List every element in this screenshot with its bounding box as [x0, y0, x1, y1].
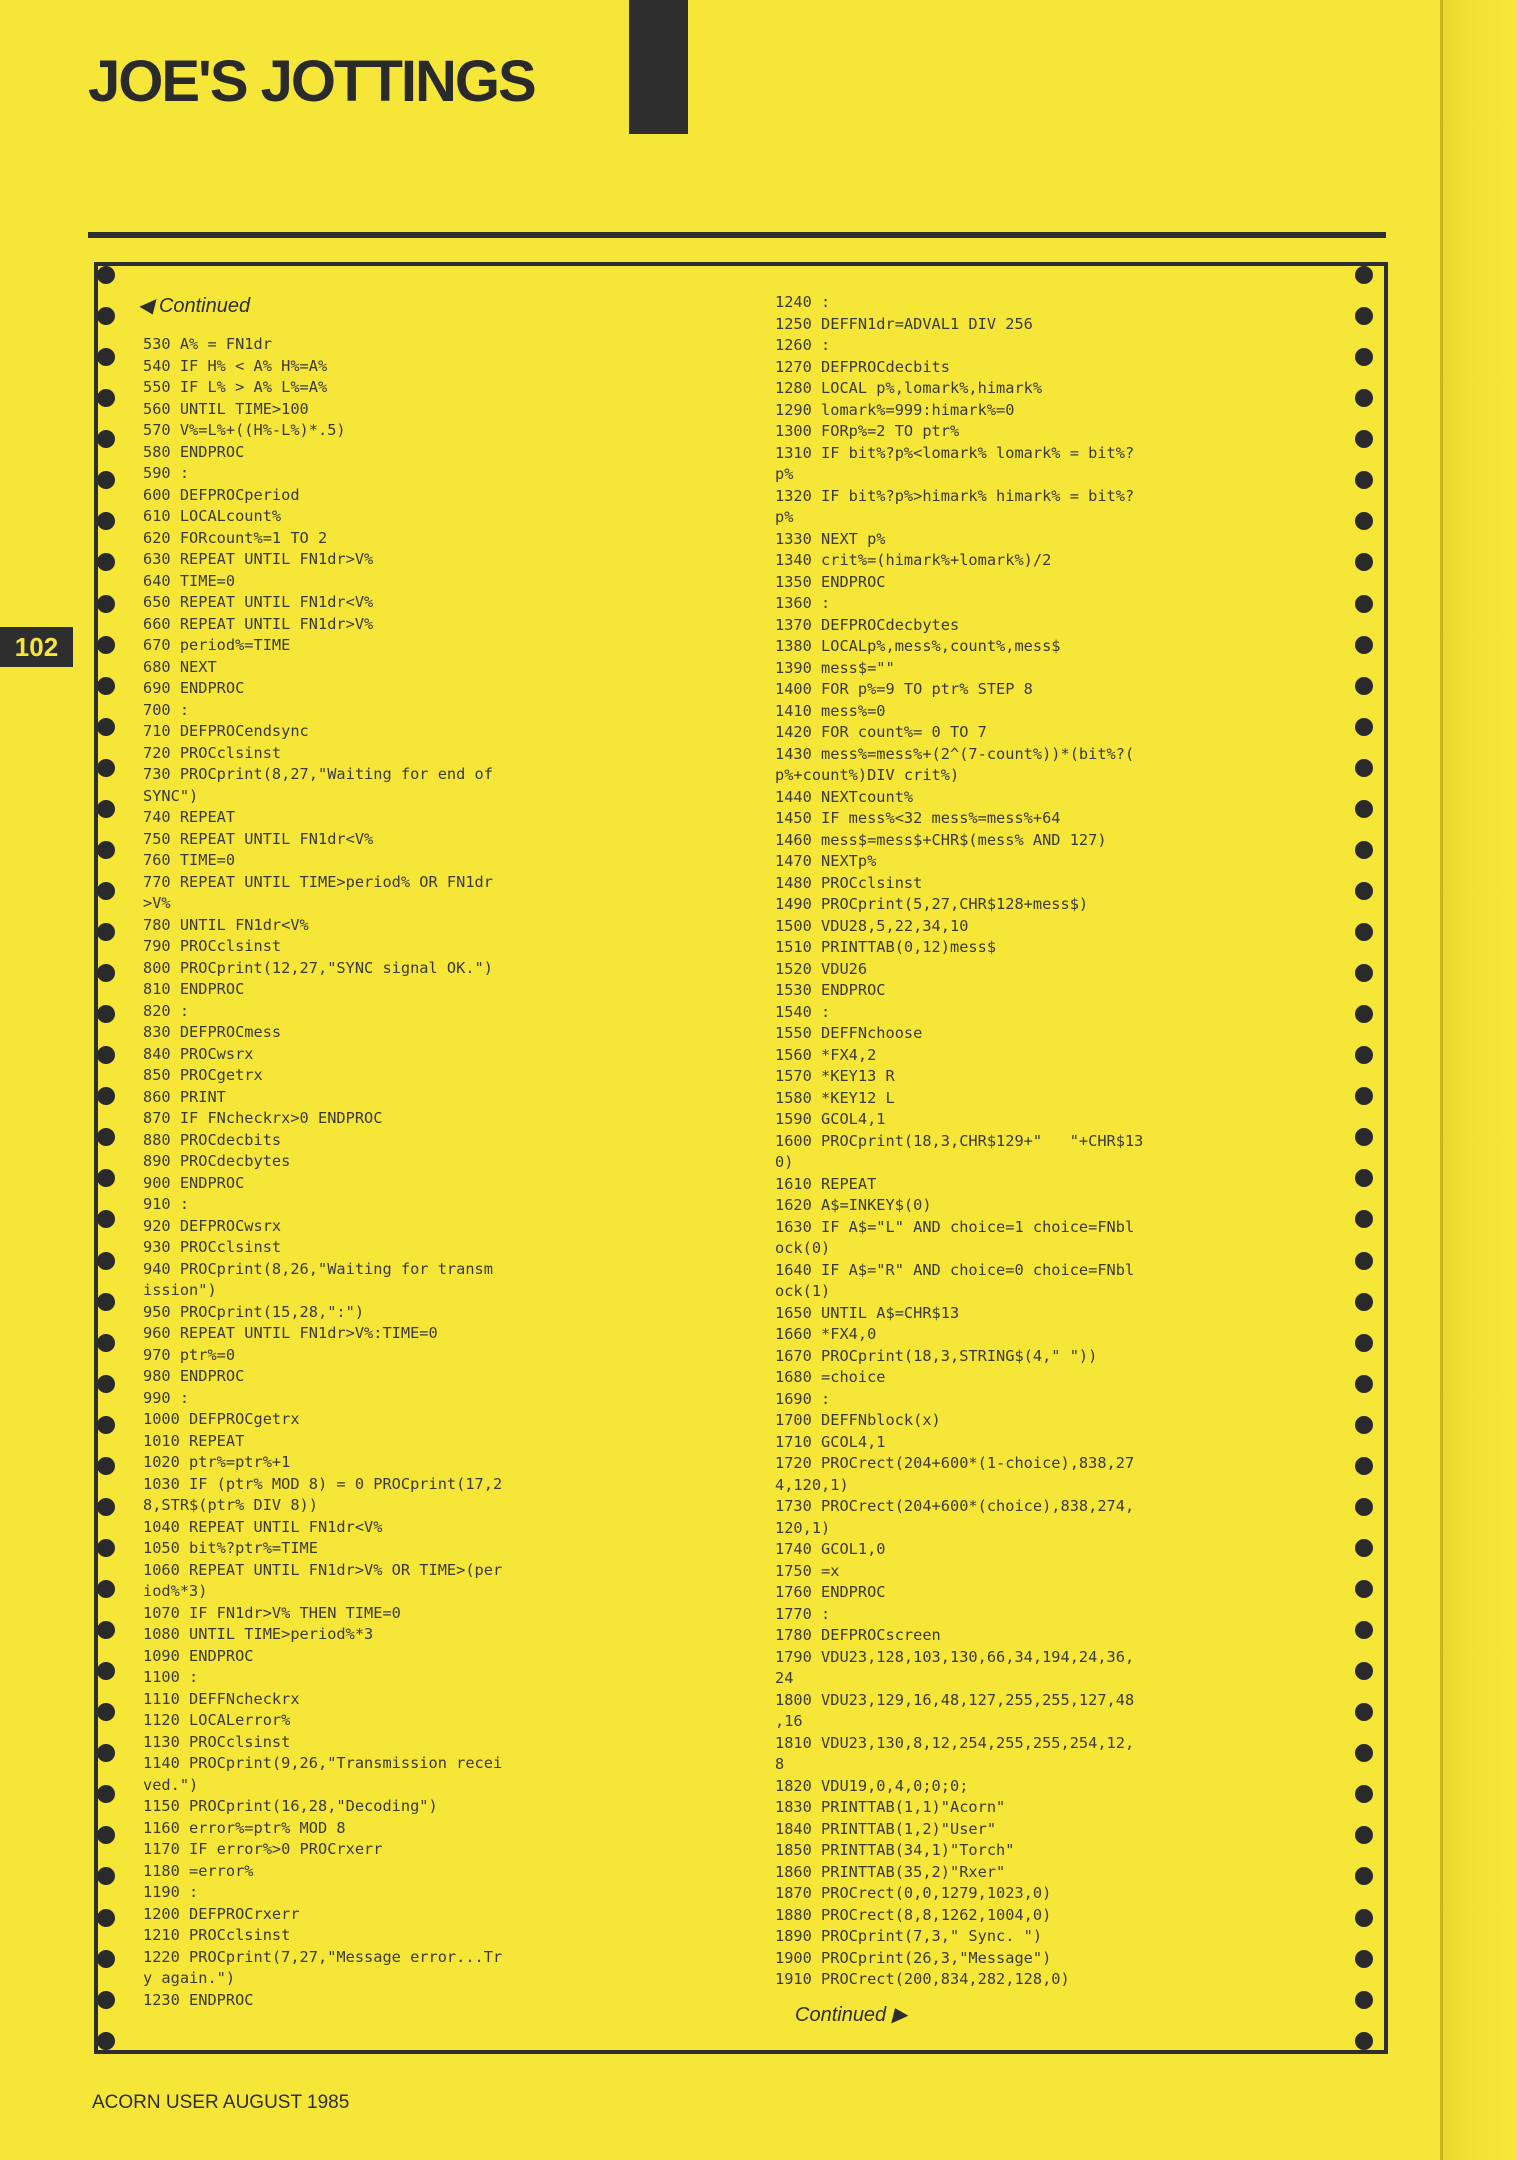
sprocket-hole [97, 677, 115, 695]
code-line: 1880 PROCrect(8,8,1262,1004,0) [775, 1905, 1052, 1924]
sprocket-hole [1355, 636, 1373, 654]
code-line: 1340 crit%=(himark%+lomark%)/2 [775, 551, 1052, 569]
code-line: 590 : [143, 464, 190, 482]
code-line: 910 : [143, 1195, 190, 1213]
sprocket-hole [97, 1950, 115, 1968]
code-line: 1640 IF A$="R" AND choice=0 choice=FNbl [775, 1260, 1135, 1279]
sprocket-hole [97, 1867, 115, 1885]
sprocket-hole [97, 1580, 115, 1598]
code-line: 1730 PROCrect(204+600*(choice),838,274, [775, 1497, 1135, 1515]
code-line: 680 NEXT [143, 657, 217, 676]
code-line: 780 UNTIL FN1dr<V% [143, 915, 309, 934]
code-line: 120,1) [775, 1518, 831, 1537]
code-line: 920 DEFPROCwsrx [143, 1216, 282, 1235]
sprocket-hole [1355, 1703, 1373, 1721]
code-line: 1470 NEXTp% [775, 852, 877, 870]
code-line: 1770 : [775, 1604, 831, 1623]
sprocket-hole [1355, 759, 1373, 777]
sprocket-hole [1355, 2032, 1373, 2050]
code-line: 1420 FOR count%= 0 TO 7 [775, 723, 987, 741]
code-line: 1110 DEFFNcheckrx [143, 1689, 300, 1708]
code-line: 8,STR$(ptr% DIV 8)) [143, 1496, 318, 1514]
page-edge [1440, 0, 1443, 2160]
code-line: 1390 mess$="" [775, 658, 895, 677]
sprocket-hole [1355, 1991, 1373, 2009]
code-line: 1560 *FX4,2 [775, 1045, 877, 1064]
code-line: 1850 PRINTTAB(34,1)"Torch" [775, 1841, 1015, 1859]
code-line: 1690 : [775, 1389, 831, 1408]
sprocket-hole [1355, 1621, 1373, 1639]
code-line: 1230 ENDPROC [143, 1990, 254, 2009]
code-line: 850 PROCgetrx [143, 1066, 263, 1084]
code-line: 1810 VDU23,130,8,12,254,255,255,254,12, [775, 1733, 1135, 1752]
code-line: 720 PROCclsinst [143, 743, 282, 762]
code-line: 1010 REPEAT [143, 1431, 245, 1450]
sprocket-hole [1355, 1457, 1373, 1475]
sprocket-hole [1355, 1005, 1373, 1023]
code-line: 1100 : [143, 1668, 199, 1686]
code-line: 1590 GCOL4,1 [775, 1110, 886, 1128]
code-line: 1210 PROCclsinst [143, 1926, 291, 1944]
sprocket-hole [97, 512, 115, 530]
code-line: 1540 : [775, 1002, 831, 1021]
sprocket-hole [97, 1128, 115, 1146]
code-line: 1660 *FX4,0 [775, 1325, 877, 1343]
sprocket-hole [1355, 1950, 1373, 1968]
code-line: 600 DEFPROCperiod [143, 485, 300, 504]
code-line: 1440 NEXTcount% [775, 787, 914, 806]
code-line: 1840 PRINTTAB(1,2)"User" [775, 1819, 997, 1838]
sprocket-hole [97, 471, 115, 489]
sprocket-hole [97, 923, 115, 941]
code-line: ,16 [775, 1712, 803, 1730]
code-line: 1050 bit%?ptr%=TIME [143, 1539, 318, 1557]
code-line: 840 PROCwsrx [143, 1044, 254, 1063]
code-line: 700 : [143, 700, 190, 719]
code-line: 1170 IF error%>0 PROCrxerr [143, 1840, 383, 1858]
code-line: 1070 IF FN1dr>V% THEN TIME=0 [143, 1603, 401, 1622]
sprocket-hole [1355, 964, 1373, 982]
code-line: 1460 mess$=mess$+CHR$(mess% AND 127) [775, 830, 1107, 849]
code-line: 1800 VDU23,129,16,48,127,255,255,127,48 [775, 1690, 1135, 1709]
sprocket-hole [97, 1334, 115, 1352]
code-line: 24 [775, 1669, 794, 1687]
page-number: 102 [0, 627, 73, 667]
sprocket-hole [97, 1703, 115, 1721]
code-line: 830 DEFPROCmess [143, 1023, 282, 1041]
code-line: 1830 PRINTTAB(1,1)"Acorn" [775, 1798, 1006, 1816]
code-line: 770 REPEAT UNTIL TIME>period% OR FN1dr [143, 872, 493, 891]
code-line: 760 TIME=0 [143, 851, 236, 869]
code-line: 640 TIME=0 [143, 571, 236, 590]
code-line: 800 PROCprint(12,27,"SYNC signal OK.") [143, 958, 493, 977]
code-line: 1430 mess%=mess%+(2^(7-count%))*(bit%?( [775, 744, 1135, 763]
sprocket-hole [1355, 1210, 1373, 1228]
code-line: 1720 PROCrect(204+600*(1-choice),838,27 [775, 1454, 1135, 1472]
code-line: 1150 PROCprint(16,28,"Decoding") [143, 1797, 438, 1815]
sprocket-hole [97, 348, 115, 366]
sprocket-hole [97, 1744, 115, 1762]
sprocket-hole [1355, 882, 1373, 900]
sprocket-hole [97, 1991, 115, 2009]
sprocket-hole [1355, 923, 1373, 941]
code-line: 1380 LOCALp%,mess%,count%,mess$ [775, 637, 1061, 655]
code-line: 870 IF FNcheckrx>0 ENDPROC [143, 1109, 383, 1127]
code-line: 1270 DEFPROCdecbits [775, 357, 950, 376]
code-line: 1580 *KEY12 L [775, 1088, 895, 1107]
sprocket-hole [1355, 1909, 1373, 1927]
code-line: 1330 NEXT p% [775, 529, 886, 548]
code-line: 1550 DEFFNchoose [775, 1024, 923, 1042]
sprocket-hole [97, 718, 115, 736]
code-line: 1630 IF A$="L" AND choice=1 choice=FNbl [775, 1217, 1135, 1236]
code-line: 1280 LOCAL p%,lomark%,himark% [775, 379, 1043, 397]
code-line: 900 ENDPROC [143, 1173, 245, 1192]
sprocket-hole [1355, 389, 1373, 407]
code-line: 560 UNTIL TIME>100 [143, 399, 309, 418]
sprocket-hole [1355, 348, 1373, 366]
sprocket-hole [97, 964, 115, 982]
sprocket-hole [97, 800, 115, 818]
code-line: 1300 FORp%=2 TO ptr% [775, 422, 960, 440]
code-line: p% [775, 465, 794, 483]
code-line: 1480 PROCclsinst [775, 873, 923, 892]
code-line: 980 ENDPROC [143, 1367, 245, 1385]
code-line: 1290 lomark%=999:himark%=0 [775, 400, 1015, 419]
code-line: 1750 =x [775, 1561, 840, 1580]
code-line: 1620 A$=INKEY$(0) [775, 1196, 932, 1214]
code-line: 8 [775, 1755, 785, 1773]
sprocket-hole [97, 1826, 115, 1844]
sprocket-hole [1355, 1293, 1373, 1311]
code-line: 550 IF L% > A% L%=A% [143, 378, 328, 396]
code-line: iod%*3) [143, 1582, 208, 1600]
code-line: 1020 ptr%=ptr%+1 [143, 1453, 291, 1471]
sprocket-hole [97, 1375, 115, 1393]
code-line: 1030 IF (ptr% MOD 8) = 0 PROCprint(17,2 [143, 1474, 503, 1493]
code-line: 1040 REPEAT UNTIL FN1dr<V% [143, 1517, 383, 1536]
sprocket-hole [97, 1785, 115, 1803]
header-rule [88, 232, 1386, 238]
code-line: 1240 : [775, 293, 831, 311]
code-line: SYNC") [143, 786, 199, 805]
code-line: 750 REPEAT UNTIL FN1dr<V% [143, 829, 374, 848]
code-line: 1650 UNTIL A$=CHR$13 [775, 1303, 960, 1322]
code-line: 1000 DEFPROCgetrx [143, 1410, 300, 1428]
code-line: 1130 PROCclsinst [143, 1732, 291, 1751]
sprocket-hole [97, 882, 115, 900]
sprocket-hole [1355, 307, 1373, 325]
code-line: 940 PROCprint(8,26,"Waiting for transm [143, 1259, 493, 1278]
code-line: 1600 PROCprint(18,3,CHR$129+" "+CHR$13 [775, 1131, 1144, 1150]
sprocket-hole [97, 759, 115, 777]
code-line: 930 PROCclsinst [143, 1238, 282, 1256]
sprocket-hole [1355, 677, 1373, 695]
code-line: ved.") [143, 1775, 199, 1794]
sprocket-hole [1355, 595, 1373, 613]
code-line: 620 FORcount%=1 TO 2 [143, 528, 328, 547]
sprocket-hole [1355, 430, 1373, 448]
code-line: 710 DEFPROCendsync [143, 722, 309, 740]
sprocket-hole [1355, 266, 1373, 284]
code-line: 650 REPEAT UNTIL FN1dr<V% [143, 593, 374, 611]
code-line: 1260 : [775, 336, 831, 354]
code-listing-left [143, 334, 663, 2011]
code-line: 950 PROCprint(15,28,":") [143, 1302, 365, 1321]
code-line: 1610 REPEAT [775, 1174, 877, 1193]
sprocket-hole [1355, 1128, 1373, 1146]
code-line: 1740 GCOL1,0 [775, 1540, 886, 1558]
sprocket-hole [97, 1621, 115, 1639]
sprocket-hole [1355, 1785, 1373, 1803]
code-line: 1180 =error% [143, 1861, 254, 1880]
code-line: 1080 UNTIL TIME>period%*3 [143, 1625, 374, 1643]
code-line: 1490 PROCprint(5,27,CHR$128+mess$) [775, 895, 1089, 913]
code-line: 1910 PROCrect(200,834,282,128,0) [775, 1970, 1070, 1988]
code-line: 610 LOCALcount% [143, 507, 282, 525]
code-line: 810 ENDPROC [143, 980, 245, 998]
code-line: 1140 PROCprint(9,26,"Transmission recei [143, 1754, 503, 1772]
code-line: 670 period%=TIME [143, 636, 291, 654]
code-line: 880 PROCdecbits [143, 1130, 282, 1149]
code-line: y again.") [143, 1969, 236, 1987]
sprocket-hole [97, 1210, 115, 1228]
sprocket-hole [97, 553, 115, 571]
code-line: 4,120,1) [775, 1475, 849, 1494]
code-line: 1790 VDU23,128,103,130,66,34,194,24,36, [775, 1647, 1135, 1666]
sprocket-hole [97, 307, 115, 325]
code-line: p% [775, 508, 794, 526]
code-line: ock(0) [775, 1239, 831, 1257]
code-line: 1570 *KEY13 R [775, 1067, 895, 1085]
code-line: 1350 ENDPROC [775, 572, 886, 591]
sprocket-hole [1355, 1087, 1373, 1105]
sprocket-hole [97, 1498, 115, 1516]
sprocket-hole [1355, 1252, 1373, 1270]
sprocket-hole [97, 1005, 115, 1023]
code-line: 1160 error%=ptr% MOD 8 [143, 1818, 346, 1837]
code-line: 1250 DEFFN1dr=ADVAL1 DIV 256 [775, 314, 1033, 333]
sprocket-hole [97, 1169, 115, 1187]
code-line: 1360 : [775, 594, 831, 612]
code-line: 1510 PRINTTAB(0,12)mess$ [775, 938, 997, 956]
code-line: 1310 IF bit%?p%<lomark% lomark% = bit%? [775, 443, 1135, 462]
sprocket-hole [1355, 1416, 1373, 1434]
code-line: p%+count%)DIV crit%) [775, 766, 960, 784]
code-line: 570 V%=L%+((H%-L%)*.5) [143, 421, 346, 439]
code-line: 890 PROCdecbytes [143, 1152, 291, 1170]
code-line: 730 PROCprint(8,27,"Waiting for end of [143, 765, 493, 783]
sprocket-holes-right [1355, 266, 1375, 2050]
code-line: 690 ENDPROC [143, 679, 245, 697]
code-line: 1890 PROCprint(7,3," Sync. ") [775, 1927, 1043, 1945]
code-line: 1450 IF mess%<32 mess%=mess%+64 [775, 809, 1061, 827]
code-line: 1090 ENDPROC [143, 1646, 254, 1665]
sprocket-hole [97, 841, 115, 859]
code-line: 530 A% = FN1dr [143, 335, 272, 353]
sprocket-hole [97, 1539, 115, 1557]
code-line: 1530 ENDPROC [775, 981, 886, 999]
code-line: 1780 DEFPROCscreen [775, 1626, 941, 1644]
code-line: 1760 ENDPROC [775, 1583, 886, 1601]
code-line: 970 ptr%=0 [143, 1345, 236, 1364]
sprocket-hole [1355, 800, 1373, 818]
header-block [629, 0, 688, 134]
code-line: 1670 PROCprint(18,3,STRING$(4," ")) [775, 1346, 1098, 1365]
sprocket-hole [97, 1087, 115, 1105]
code-line: 1520 VDU26 [775, 959, 868, 978]
sprocket-hole [97, 1293, 115, 1311]
sprocket-hole [1355, 512, 1373, 530]
sprocket-hole [1355, 1580, 1373, 1598]
sprocket-hole [1355, 841, 1373, 859]
sprocket-hole [97, 636, 115, 654]
sprocket-hole [97, 1909, 115, 1927]
sprocket-hole [97, 1252, 115, 1270]
page-edge-shadow [1440, 0, 1517, 2160]
code-line: 1400 FOR p%=9 TO ptr% STEP 8 [775, 680, 1033, 698]
code-line: 1220 PROCprint(7,27,"Message error...Tr [143, 1947, 503, 1966]
code-line: 540 IF H% < A% H%=A% [143, 356, 328, 375]
code-line: 1710 GCOL4,1 [775, 1432, 886, 1451]
sprocket-hole [1355, 1375, 1373, 1393]
sprocket-hole [97, 1046, 115, 1064]
code-line: ock(1) [775, 1282, 831, 1300]
sprocket-hole [1355, 553, 1373, 571]
code-line: 1200 DEFPROCrxerr [143, 1904, 300, 1923]
code-line: ission") [143, 1281, 217, 1299]
code-line: 860 PRINT [143, 1087, 226, 1106]
code-line: 1500 VDU28,5,22,34,10 [775, 916, 969, 935]
code-line: 1900 PROCprint(26,3,"Message") [775, 1948, 1052, 1967]
code-line: 1860 PRINTTAB(35,2)"Rxer" [775, 1862, 1006, 1881]
sprocket-hole [97, 595, 115, 613]
page-title: JOE'S JOTTINGS [88, 49, 535, 114]
code-line: 960 REPEAT UNTIL FN1dr>V%:TIME=0 [143, 1324, 438, 1342]
code-line: 1870 PROCrect(0,0,1279,1023,0) [775, 1884, 1052, 1902]
sprocket-hole [1355, 1169, 1373, 1187]
sprocket-hole [97, 1457, 115, 1475]
code-line: 1370 DEFPROCdecbytes [775, 615, 960, 634]
sprocket-hole [1355, 1498, 1373, 1516]
footer-credit: ACORN USER AUGUST 1985 [92, 2092, 350, 2113]
code-line: 820 : [143, 1001, 190, 1020]
code-line: >V% [143, 894, 171, 912]
continued-from-label: ◀ Continued [138, 295, 251, 317]
sprocket-hole [1355, 1539, 1373, 1557]
continued-to-label: Continued ▶ [795, 2004, 908, 2026]
code-line: 740 REPEAT [143, 808, 236, 826]
sprocket-hole [1355, 1867, 1373, 1885]
code-line: 1320 IF bit%?p%>himark% himark% = bit%? [775, 486, 1135, 505]
code-line: 1060 REPEAT UNTIL FN1dr>V% OR TIME>(per [143, 1560, 503, 1579]
code-line: 580 ENDPROC [143, 442, 245, 461]
code-line: 0) [775, 1153, 794, 1171]
sprocket-hole [97, 2032, 115, 2050]
sprocket-hole [1355, 471, 1373, 489]
sprocket-hole [97, 1662, 115, 1680]
code-line: 630 REPEAT UNTIL FN1dr>V% [143, 550, 374, 568]
sprocket-hole [97, 389, 115, 407]
code-line: 1820 VDU19,0,4,0;0;0; [775, 1776, 969, 1795]
code-line: 1680 =choice [775, 1368, 886, 1386]
code-listing-right [775, 292, 1295, 1991]
code-line: 1120 LOCALerror% [143, 1711, 291, 1729]
sprocket-hole [1355, 1826, 1373, 1844]
sprocket-hole [1355, 1662, 1373, 1680]
sprocket-hole [1355, 1046, 1373, 1064]
sprocket-hole [1355, 1334, 1373, 1352]
code-line: 990 : [143, 1388, 190, 1407]
sprocket-hole [1355, 1744, 1373, 1762]
code-line: 1410 mess%=0 [775, 701, 886, 720]
sprocket-hole [97, 430, 115, 448]
code-line: 1190 : [143, 1883, 199, 1901]
sprocket-hole [97, 1416, 115, 1434]
sprocket-hole [97, 266, 115, 284]
sprocket-hole [1355, 718, 1373, 736]
sprocket-holes-left [97, 266, 117, 2050]
code-line: 790 PROCclsinst [143, 937, 282, 955]
code-line: 660 REPEAT UNTIL FN1dr>V% [143, 614, 374, 633]
code-line: 1700 DEFFNblock(x) [775, 1411, 941, 1429]
